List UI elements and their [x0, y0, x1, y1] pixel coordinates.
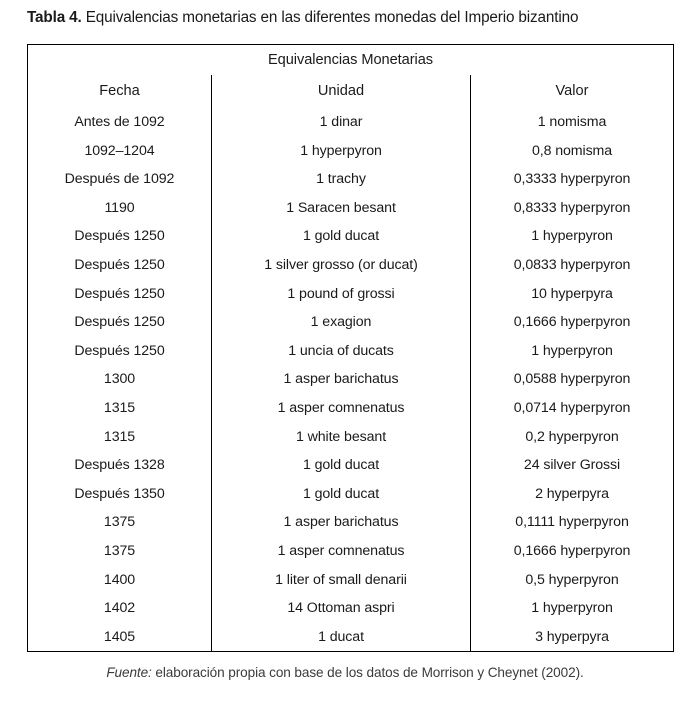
source-text: elaboración propia con base de los datos de Morrison y Cheynet (2002). [151, 665, 584, 680]
table-cell-unidad: 1 liter of small denarii [212, 566, 471, 595]
table-cell-fecha: Después 1328 [74, 457, 165, 474]
table-cell-fecha: 1190 [104, 199, 135, 216]
table-row [28, 623, 674, 652]
table-head [28, 45, 674, 108]
equivalences-table [27, 44, 674, 652]
table-cell-valor: 0,3333 hyperpyron [471, 165, 674, 194]
table-cell-valor: 0,0714 hyperpyron [471, 394, 674, 423]
table-row [28, 251, 674, 280]
table-cell-unidad: 1 uncia of ducats [212, 337, 471, 366]
table-cell-fecha: Después 1250 [74, 256, 165, 273]
table-cell-valor: 2 hyperpyra [471, 480, 674, 509]
table-cell-fecha: Después 1250 [74, 285, 165, 302]
table-caption-label: Tabla 4. [27, 9, 82, 26]
table-cell-unidad: 1 trachy [212, 165, 471, 194]
table-cell-valor: 1 hyperpyron [471, 337, 674, 366]
table-cell-valor: 0,5 hyperpyron [471, 566, 674, 595]
table-source-note [0, 663, 690, 682]
table-row [28, 308, 674, 337]
table-row [28, 566, 674, 595]
table-cell-valor: 24 silver Grossi [471, 451, 674, 480]
table-cell-valor: 0,0588 hyperpyron [471, 365, 674, 394]
table-cell-unidad: 1 asper comnenatus [212, 537, 471, 566]
column-header-valor: Valor [471, 75, 674, 107]
table-cell-fecha: 1375 [103, 514, 136, 531]
table-cell-valor: 0,2 hyperpyron [471, 423, 674, 452]
table-cell-fecha: Después 1250 [74, 342, 165, 359]
table-cell-unidad: 1 asper barichatus [212, 365, 471, 394]
table-cell-fecha: 1092–1204 [84, 142, 155, 159]
equivalences-table-container [27, 44, 673, 652]
table-cell-fecha: Después 1250 [74, 314, 165, 331]
table-row [28, 508, 674, 537]
table-cell-fecha: 1300 [103, 371, 136, 388]
table-title-row [28, 45, 674, 76]
source-label: Fuente: [106, 665, 152, 680]
table-cell-unidad: 14 Ottoman aspri [212, 594, 471, 623]
table-header-row [28, 75, 674, 107]
table-cell-fecha: 1402 [103, 600, 136, 617]
table-cell-unidad: 1 hyperpyron [212, 137, 471, 166]
table-cell-unidad: 1 ducat [212, 623, 471, 652]
table-cell-unidad: 1 Saracen besant [212, 194, 471, 223]
table-cell-fecha: 1315 [103, 399, 136, 416]
table-title-cell: Equivalencias Monetarias [267, 52, 434, 68]
table-cell-fecha: Después de 1092 [64, 171, 175, 188]
table-caption [27, 8, 687, 28]
table-cell-valor: 0,8 nomisma [471, 137, 674, 166]
table-cell-valor: 3 hyperpyra [471, 623, 674, 652]
table-row [28, 537, 674, 566]
table-row [28, 451, 674, 480]
table-cell-unidad: 1 dinar [212, 107, 471, 137]
table-row [28, 480, 674, 509]
table-cell-unidad: 1 exagion [212, 308, 471, 337]
table-cell-valor: 0,0833 hyperpyron [471, 251, 674, 280]
table-cell-fecha: Después 1250 [74, 228, 165, 245]
table-cell-fecha: Después 1350 [74, 485, 165, 502]
table-row [28, 594, 674, 623]
table-row [28, 137, 674, 166]
table-cell-fecha: 1375 [103, 542, 136, 559]
table-row [28, 337, 674, 366]
table-row [28, 107, 674, 137]
table-cell-unidad: 1 asper comnenatus [212, 394, 471, 423]
table-row [28, 165, 674, 194]
table-cell-unidad: 1 gold ducat [212, 451, 471, 480]
table-cell-valor: 0,1666 hyperpyron [471, 537, 674, 566]
table-cell-valor: 10 hyperpyra [471, 280, 674, 309]
table-row [28, 222, 674, 251]
table-caption-text: Equivalencias monetarias en las diferentes monedas del Imperio bizantino [81, 9, 579, 26]
table-row [28, 423, 674, 452]
table-cell-unidad: 1 white besant [212, 423, 471, 452]
table-cell-valor: 1 nomisma [471, 107, 674, 137]
table-cell-fecha: 1315 [103, 428, 136, 445]
table-cell-unidad: 1 gold ducat [212, 480, 471, 509]
table-cell-valor: 1 hyperpyron [471, 594, 674, 623]
column-header-unidad: Unidad [212, 75, 471, 107]
table-cell-valor: 0,1111 hyperpyron [471, 508, 674, 537]
table-cell-unidad: 1 silver grosso (or ducat) [212, 251, 471, 280]
table-cell-fecha: 1405 [103, 628, 136, 645]
table-cell-fecha: Antes de 1092 [74, 114, 165, 130]
table-cell-fecha: 1400 [103, 571, 136, 588]
table-row [28, 365, 674, 394]
table-cell-valor: 0,8333 hyperpyron [471, 194, 674, 223]
table-cell-valor: 1 hyperpyron [471, 222, 674, 251]
table-cell-unidad: 1 asper barichatus [212, 508, 471, 537]
table-row [28, 394, 674, 423]
table-cell-unidad: 1 pound of grossi [212, 280, 471, 309]
table-cell-unidad: 1 gold ducat [212, 222, 471, 251]
table-row [28, 194, 674, 223]
table-body [28, 107, 674, 652]
column-header-fecha: Fecha [99, 83, 140, 99]
table-cell-valor: 0,1666 hyperpyron [471, 308, 674, 337]
table-row [28, 280, 674, 309]
